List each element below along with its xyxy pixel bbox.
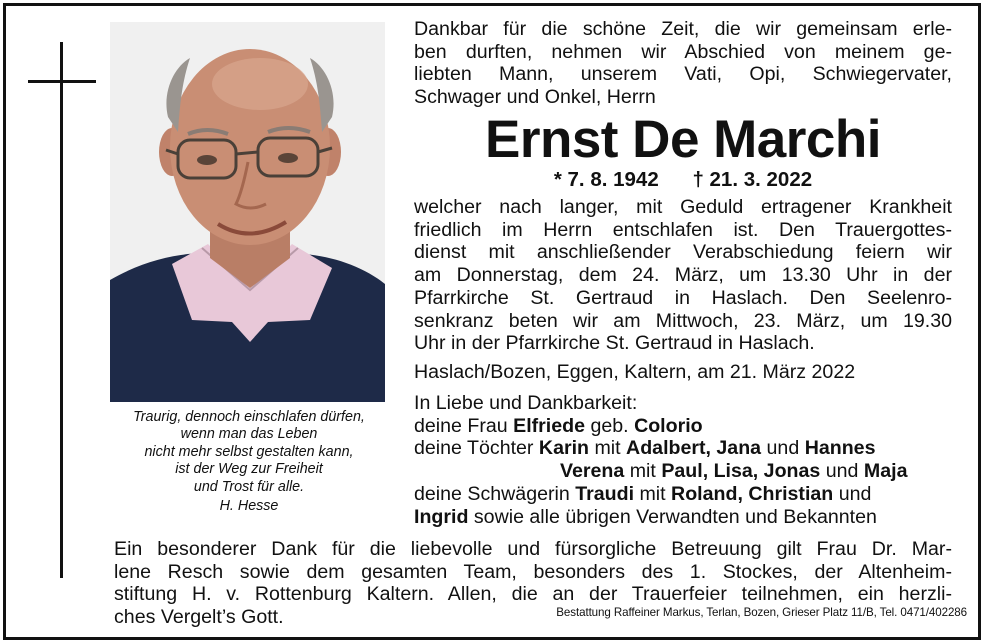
family-others: Ingrid sowie alle übrigen Verwandten und Bekannten	[414, 505, 877, 528]
service-text	[414, 196, 952, 355]
service-line: friedlich im Herrn entschlafen ist. Den Trauergottes-	[414, 218, 952, 241]
poem-line: ist der Weg zur Freiheit	[175, 461, 323, 478]
intro-line: ben durften, nehmen wir Abschied von meinem ge-	[414, 40, 952, 63]
cross-icon-horizontal	[28, 80, 96, 83]
service-line: dienst mit anschließender Verabschiedung feiern wir	[414, 241, 952, 264]
birth-date: * 7. 8. 1942	[553, 168, 659, 191]
poem-line: wenn man das Leben	[180, 426, 318, 443]
family-list	[414, 392, 952, 528]
service-line: senkranz beten wir am Mittwoch, 23. März, um 19.30	[414, 309, 952, 332]
poem-line: Traurig, dennoch einschlafen dürfen,	[133, 409, 365, 425]
undertaker-info: Bestattung Raffeiner Markus, Terlan, Bozen, Grieser Platz 11/B, Tel. 0471/402286	[556, 606, 967, 619]
service-line: Pfarrkirche St. Gertraud in Haslach. Den Seelenro-	[414, 286, 952, 309]
family-wife: deine Frau Elfriede geb. Colorio	[414, 414, 703, 437]
family-heading: In Liebe und Dankbarkeit:	[414, 392, 638, 414]
poem	[104, 409, 394, 515]
poem-author: H. Hesse	[219, 498, 279, 515]
service-line: Uhr in der Pfarrkirche St. Gertraud in Haslach.	[414, 332, 815, 355]
intro-text	[414, 18, 952, 109]
family-daughter-1: deine Töchter Karin mit Adalbert, Jana und Hannes	[414, 437, 876, 460]
cross-icon-vertical	[60, 42, 63, 578]
intro-line: Dankbar für die schöne Zeit, die wir gemeinsam erle-	[414, 18, 952, 40]
place-date: Haslach/Bozen, Eggen, Kaltern, am 21. März 2022	[414, 361, 856, 383]
life-dates	[414, 167, 952, 193]
family-daughter-2: Verena mit Paul, Lisa, Jonas und Maja	[560, 460, 908, 483]
service-line: welcher nach langer, mit Geduld ertragener Krankheit	[414, 196, 952, 218]
death-date: † 21. 3. 2022	[692, 168, 813, 191]
intro-line: Schwager und Onkel, Herrn	[414, 86, 656, 109]
poem-line: nicht mehr selbst gestalten kann,	[144, 443, 354, 460]
intro-line: liebten Mann, unserem Vati, Opi, Schwiegervater,	[414, 63, 952, 86]
thanks-line: stiftung H. v. Rottenburg Kaltern. Allen, die an der Trauerfeier teilnehmen, ein herzli-	[114, 583, 952, 606]
service-line: am Donnerstag, dem 24. März, um 13.30 Uhr in der	[414, 264, 952, 287]
portrait-photo	[110, 22, 385, 402]
deceased-name: Ernst De Marchi	[484, 110, 881, 169]
thanks-line: ches Vergelt’s Gott.	[114, 606, 284, 629]
family-sister-in-law: deine Schwägerin Traudi mit Roland, Christian und	[414, 482, 872, 505]
poem-line: und Trost für alle.	[193, 478, 305, 495]
thanks-line: Ein besonderer Dank für die liebevolle und fürsorgliche Betreuung gilt Frau Dr. Mar-	[114, 538, 952, 560]
thanks-line: lene Resch sowie dem gesamten Team, besonders des 1. Stockes, der Altenheim-	[114, 560, 952, 583]
